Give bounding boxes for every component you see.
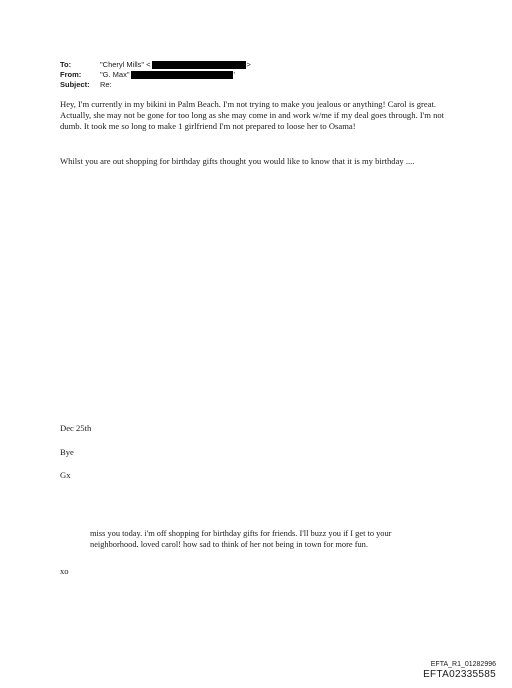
date-line: Dec 25th	[60, 423, 92, 433]
email-header	[60, 60, 251, 90]
body-paragraph: Whilst you are out shopping for birthday gifts thought you would like to know that it is my birthday ....	[60, 156, 415, 166]
from-value: "G. Max"	[100, 70, 130, 79]
body-paragraph: Hey, I'm currently in my bikini in Palm Beach. I'm not trying to make you jealous or anything! Carol is great. Actually, she may not be gone for too long as she may come in and work w/me if my deal goes through. I'm not dumb. It took me so long to make 1 girlfriend I'm not prepared to loose her to Osama!	[60, 99, 445, 131]
to-value-end: >	[246, 60, 251, 69]
subject-value: Re:	[100, 80, 112, 89]
to-value: "Cheryl Mills" <	[100, 60, 151, 69]
from-row	[60, 70, 251, 80]
to-row	[60, 60, 251, 70]
sign-off: Bye	[60, 447, 74, 457]
to-label: To:	[60, 60, 72, 69]
signature: Gx	[60, 470, 71, 480]
closing: xo	[60, 566, 69, 576]
from-value-end: '	[233, 70, 235, 79]
redaction-box	[131, 71, 233, 79]
redaction-box	[152, 61, 246, 69]
from-label: From:	[60, 70, 82, 79]
quoted-message: miss you today. i'm off shopping for birthday gifts for friends. I'll buzz you if I get to your neighborhood. loved carol! how sad to think of her not being in town for more fun.	[90, 529, 392, 549]
subject-row	[60, 80, 251, 90]
subject-label: Subject:	[60, 80, 90, 89]
bates-number: EFTA02335585	[423, 669, 496, 680]
bates-number-small: EFTA_R1_01282996	[430, 661, 496, 668]
